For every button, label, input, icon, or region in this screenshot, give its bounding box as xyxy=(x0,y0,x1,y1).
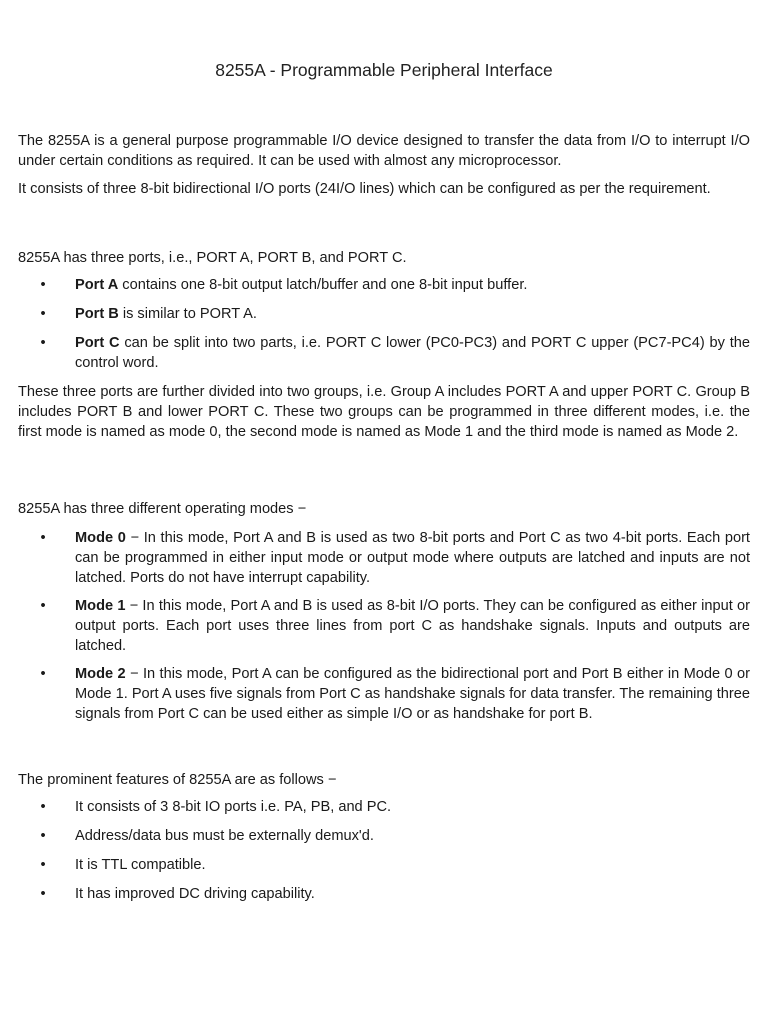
list-item xyxy=(18,304,750,324)
modes-lead: 8255A has three different operating modes − xyxy=(18,501,307,517)
list-item xyxy=(18,596,750,656)
list-item-text: It consists of 3 8-bit IO ports i.e. PA, PB, and PC. xyxy=(75,799,392,815)
list-item xyxy=(18,528,750,588)
features-list xyxy=(18,797,750,904)
list-item-text: can be split into two parts, i.e. PORT C lower (PC0-PC3) and PORT C upper (PC7-PC4) by the control word. xyxy=(75,335,750,371)
list-item xyxy=(18,884,750,904)
bullet-icon: • xyxy=(40,666,46,682)
groups-paragraph: These three ports are further divided into two groups, i.e. Group A includes PORT A and upper PORT C. Group B includes PORT B and lower PORT C. These two groups can be programmed in three different modes, i.e. the first mode is named as mode 0, the second mode is named as Mode 1 and the third mode is named as Mode 2. xyxy=(18,384,750,440)
list-item xyxy=(18,855,750,875)
list-item-text: It has improved DC driving capability. xyxy=(75,886,315,902)
intro-paragraph: It consists of three 8-bit bidirectional I/O ports (24I/O lines) which can be configured as per the requirement. xyxy=(18,181,711,197)
bullet-icon: • xyxy=(40,828,46,844)
bullet-icon: • xyxy=(40,799,46,815)
ports-lead: 8255A has three ports, i.e., PORT A, PORT B, and PORT C. xyxy=(18,250,407,266)
bullet-icon: • xyxy=(40,598,46,614)
list-item-term: Mode 0 xyxy=(75,530,126,546)
list-item-text: − In this mode, Port A and B is used as two 8-bit ports and Port C as two 4-bit ports. Each port can be programmed in either input mode or output mode where outputs are latched and inputs are not latched. Ports do not have interrupt capability. xyxy=(75,530,750,586)
bullet-icon: • xyxy=(40,306,46,322)
bullet-icon: • xyxy=(40,857,46,873)
ports-list xyxy=(18,275,750,373)
list-item-term: Port B xyxy=(75,306,119,322)
page-title: 8255A - Programmable Peripheral Interface xyxy=(215,60,553,80)
list-item xyxy=(18,826,750,846)
bullet-icon: • xyxy=(40,530,46,546)
list-item-term: Port C xyxy=(75,335,120,351)
list-item-term: Port A xyxy=(75,277,119,293)
intro-paragraph: The 8255A is a general purpose programmable I/O device designed to transfer the data from I/O to interrupt I/O under certain conditions as required. It can be used with almost any microprocessor. xyxy=(18,133,750,169)
list-item xyxy=(18,275,750,295)
list-item-text: contains one 8-bit output latch/buffer and one 8-bit input buffer. xyxy=(118,277,528,293)
features-lead: The prominent features of 8255A are as follows − xyxy=(18,772,337,788)
list-item-text: It is TTL compatible. xyxy=(75,857,206,873)
list-item-text: is similar to PORT A. xyxy=(118,306,257,322)
bullet-icon: • xyxy=(40,277,46,293)
list-item-term: Mode 1 xyxy=(75,598,126,614)
list-item xyxy=(18,333,750,373)
list-item xyxy=(18,797,750,817)
list-item-text: − In this mode, Port A and B is used as 8-bit I/O ports. They can be configured as either input or output ports. Each port uses three lines from port C as handshake signals. Inputs and outputs are latched. xyxy=(75,598,750,654)
list-item-text: Address/data bus must be externally demux'd. xyxy=(75,828,374,844)
bullet-icon: • xyxy=(40,886,46,902)
list-item-term: Mode 2 xyxy=(75,666,126,682)
modes-list xyxy=(18,528,750,724)
bullet-icon: • xyxy=(40,335,46,351)
list-item xyxy=(18,664,750,724)
list-item-text: − In this mode, Port A can be configured as the bidirectional port and Port B either in Mode 0 or Mode 1. Port A uses five signals from Port C as handshake signals for data transfer. The remaining three signals from Port C can be used either as simple I/O or as handshake for port B. xyxy=(75,666,751,722)
